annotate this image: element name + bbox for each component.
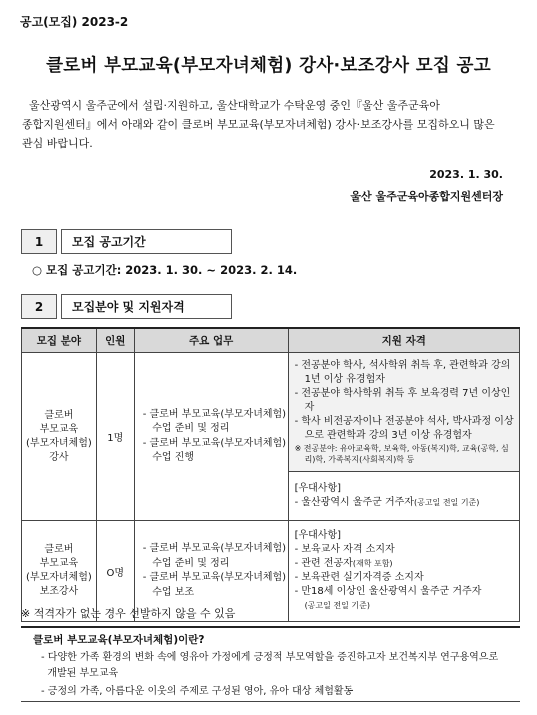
column-header: 지원 자격 [288, 328, 519, 353]
duty-line: 수업 준비 및 정리 [142, 557, 230, 569]
count-cell: O명 [96, 521, 134, 622]
selection-notice: ※ 적격자가 없는 경우 선발하지 않을 수 있음 [21, 607, 236, 620]
section-heading: 모집분야 및 지원자격 [61, 294, 232, 319]
field-text: 강사 [49, 451, 69, 463]
column-header: 모집 분야 [22, 328, 97, 353]
table-row [22, 353, 520, 472]
notice-date: 2023. 1. 30. [429, 168, 503, 181]
duties-cell [134, 353, 288, 521]
field-text: 부모교육 [39, 423, 79, 435]
info-line: 개발된 부모교육 [41, 668, 119, 679]
qualification-item: - 전공분야 학사학위 취득 후 보육경력 7년 이상인 자 [294, 388, 511, 413]
recruitment-period: ○ 모집 공고기간: 2023. 1. 30. ~ 2023. 2. 14. [32, 263, 298, 277]
preference-cell [288, 521, 519, 622]
duty-line: 수업 보조 [142, 586, 195, 598]
qualification-item: - 전공분야 학사, 석사학위 취득 후, 관련학과 강의 1년 이상 유경험자 [294, 360, 511, 385]
duty-line: 수업 진행 [142, 452, 195, 463]
page-title: 클로버 부모교육(부모자녀체험) 강사·보조강사 모집 공고 [46, 56, 491, 76]
field-text: 클로버 [44, 409, 74, 421]
field-text: (부모자녀체험) [26, 437, 92, 449]
qualification-item: - 학사 비전공자이나 전공분야 석사, 박사과정 이상으로 관련학과 강의 3년 이상 유경험자 [294, 416, 514, 441]
preference-item [295, 585, 515, 599]
column-header: 주요 업무 [134, 328, 288, 353]
field-text: (부모자녀체험) [26, 572, 92, 583]
preference-text: - 울산광역시 울주군 거주자 [294, 497, 414, 508]
section-heading: 모집 공고기간 [61, 229, 232, 254]
info-box-title: 클로버 부모교육(부모자녀체험)이란? [33, 634, 205, 646]
duty-line: - 클로버 부모교육(부모자녀체험) [142, 572, 287, 583]
preference-note: (공고일 전일 기준) [304, 601, 370, 610]
section-number: 1 [21, 229, 57, 254]
duty-line: - 클로버 부모교육(부모자녀체험) [142, 543, 287, 554]
intro-paragraph [22, 96, 522, 153]
preference-item [295, 571, 515, 585]
major-note: ※ 전공분야: 유아교육학, 보육학, 아동(복지)학, 교육(공학, 심리)학, 가족복지(사회복지)학 등 [294, 444, 509, 464]
intro-line: 울산광역시 울주군에서 설립·지원하고, 울산대학교가 수탁운영 중인『울산 울주군육아 [29, 99, 440, 112]
info-box [21, 626, 520, 702]
recruitment-table [21, 327, 520, 622]
duty-line: 수업 준비 및 정리 [142, 423, 230, 434]
preference-text: - 관련 전공자 [294, 558, 353, 569]
field-text: 부모교육 [39, 558, 79, 569]
qualifications-cell [288, 353, 519, 472]
preference-item [295, 557, 515, 571]
organization-name: 울산 울주군육아종합지원센터장 [350, 190, 503, 203]
preference-title: [우대사항] [294, 483, 342, 494]
preference-note: (공고일 전일 기준) [413, 498, 480, 507]
info-line: - 다양한 가족 환경의 변화 속에 영유아 가정에게 긍정적 부모역할을 증진하고자 보건복지부 연구용역으로 [41, 652, 499, 663]
preference-note: (재학 포함) [352, 559, 393, 568]
document-number: 공고(모집) 2023-2 [20, 15, 129, 29]
intro-line: 종합지원센터』에서 아래와 같이 클로버 부모교육(부모자녀체험) 강사·보조강사를 모집하오니 많은 [22, 118, 495, 131]
preference-text: - 보육관련 실기자격증 소지자 [294, 572, 424, 583]
column-header: 인원 [96, 328, 134, 353]
preference-text: - 만18세 이상인 울산광역시 울주군 거주자 [294, 586, 482, 597]
field-cell [22, 353, 97, 521]
section-number: 2 [21, 294, 57, 319]
table-header-row [22, 328, 520, 353]
preference-item [295, 543, 515, 557]
duty-line: - 클로버 부모교육(부모자녀체험) [142, 437, 287, 449]
count-cell: 1명 [96, 353, 134, 521]
info-line: - 긍정의 가족, 아름다운 이웃의 주제로 구성된 영아, 유아 대상 체험활동 [41, 686, 354, 697]
preference-item [295, 496, 515, 510]
preference-text: - 보육교사 자격 소지자 [294, 544, 395, 555]
preference-cell [288, 472, 519, 521]
preference-title: [우대사항] [294, 530, 342, 541]
intro-line: 관심 바랍니다. [22, 137, 93, 150]
duty-line: - 클로버 부모교육(부모자녀체험) [142, 408, 287, 420]
field-text: 클로버 [44, 544, 74, 555]
field-text: 보조강사 [39, 586, 79, 597]
